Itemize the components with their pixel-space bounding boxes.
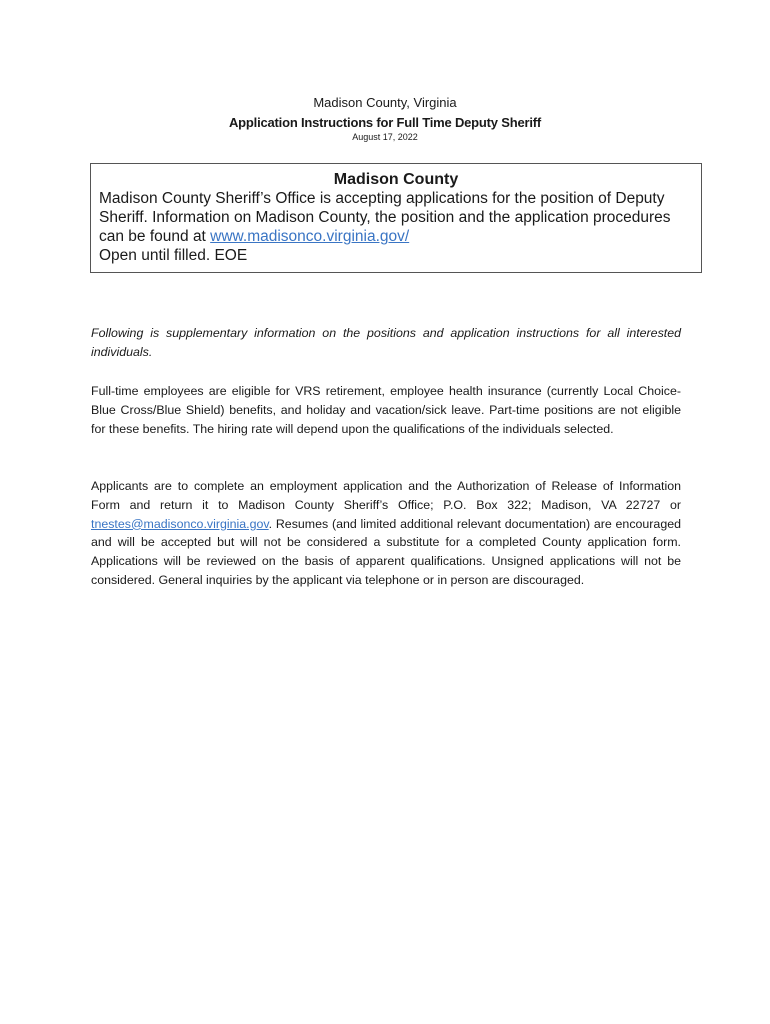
- application-paragraph: [91, 477, 681, 590]
- notice-closing: Open until filled. EOE: [99, 247, 248, 264]
- document-county: Madison County, Virginia: [313, 95, 457, 110]
- document-title: Application Instructions for Full Time Deputy Sheriff: [228, 115, 541, 130]
- contact-email-link[interactable]: tnestes@madisonco.virginia.gov: [91, 516, 269, 531]
- application-text-before: Applicants are to complete an employment application and the Authorization of Release of Information Form and return it to Madison County Sheriff’s Office; P.O. Box 322; Madison, VA 22727 or: [91, 479, 681, 512]
- benefits-paragraph: Full-time employees are eligible for VRS retirement, employee health insurance (currently Local Choice-Blue Cross/Blue Shield) benefits, and holiday and vacation/sick leave. Part-time positions are not eligible for these benefits. The hiring rate will depend upon the qualifications of the individuals selected.: [91, 384, 681, 436]
- notice-title: Madison County: [333, 171, 459, 188]
- intro-paragraph: Following is supplementary information on the positions and application instructions for all interested individuals.: [91, 326, 681, 359]
- notice-body: [99, 189, 693, 265]
- notice-text: Madison County Sheriff’s Office is accepting applications for the position of Deputy Sheriff. Information on Madison County, the position and the application procedures can be found at: [99, 190, 671, 245]
- application-text-after: . Resumes (and limited additional relevant documentation) are encouraged and will be accepted but will not be considered a substitute for a completed County application form. Applications will be reviewed on the basis of apparent qualifications. Unsigned applications will not be considered. General inquiries by the applicant via telephone or in person are discouraged.: [91, 516, 681, 587]
- county-website-link[interactable]: www.madisonco.virginia.gov/: [210, 228, 410, 245]
- notice-box: [90, 163, 702, 273]
- document-date: August 17, 2022: [352, 132, 418, 142]
